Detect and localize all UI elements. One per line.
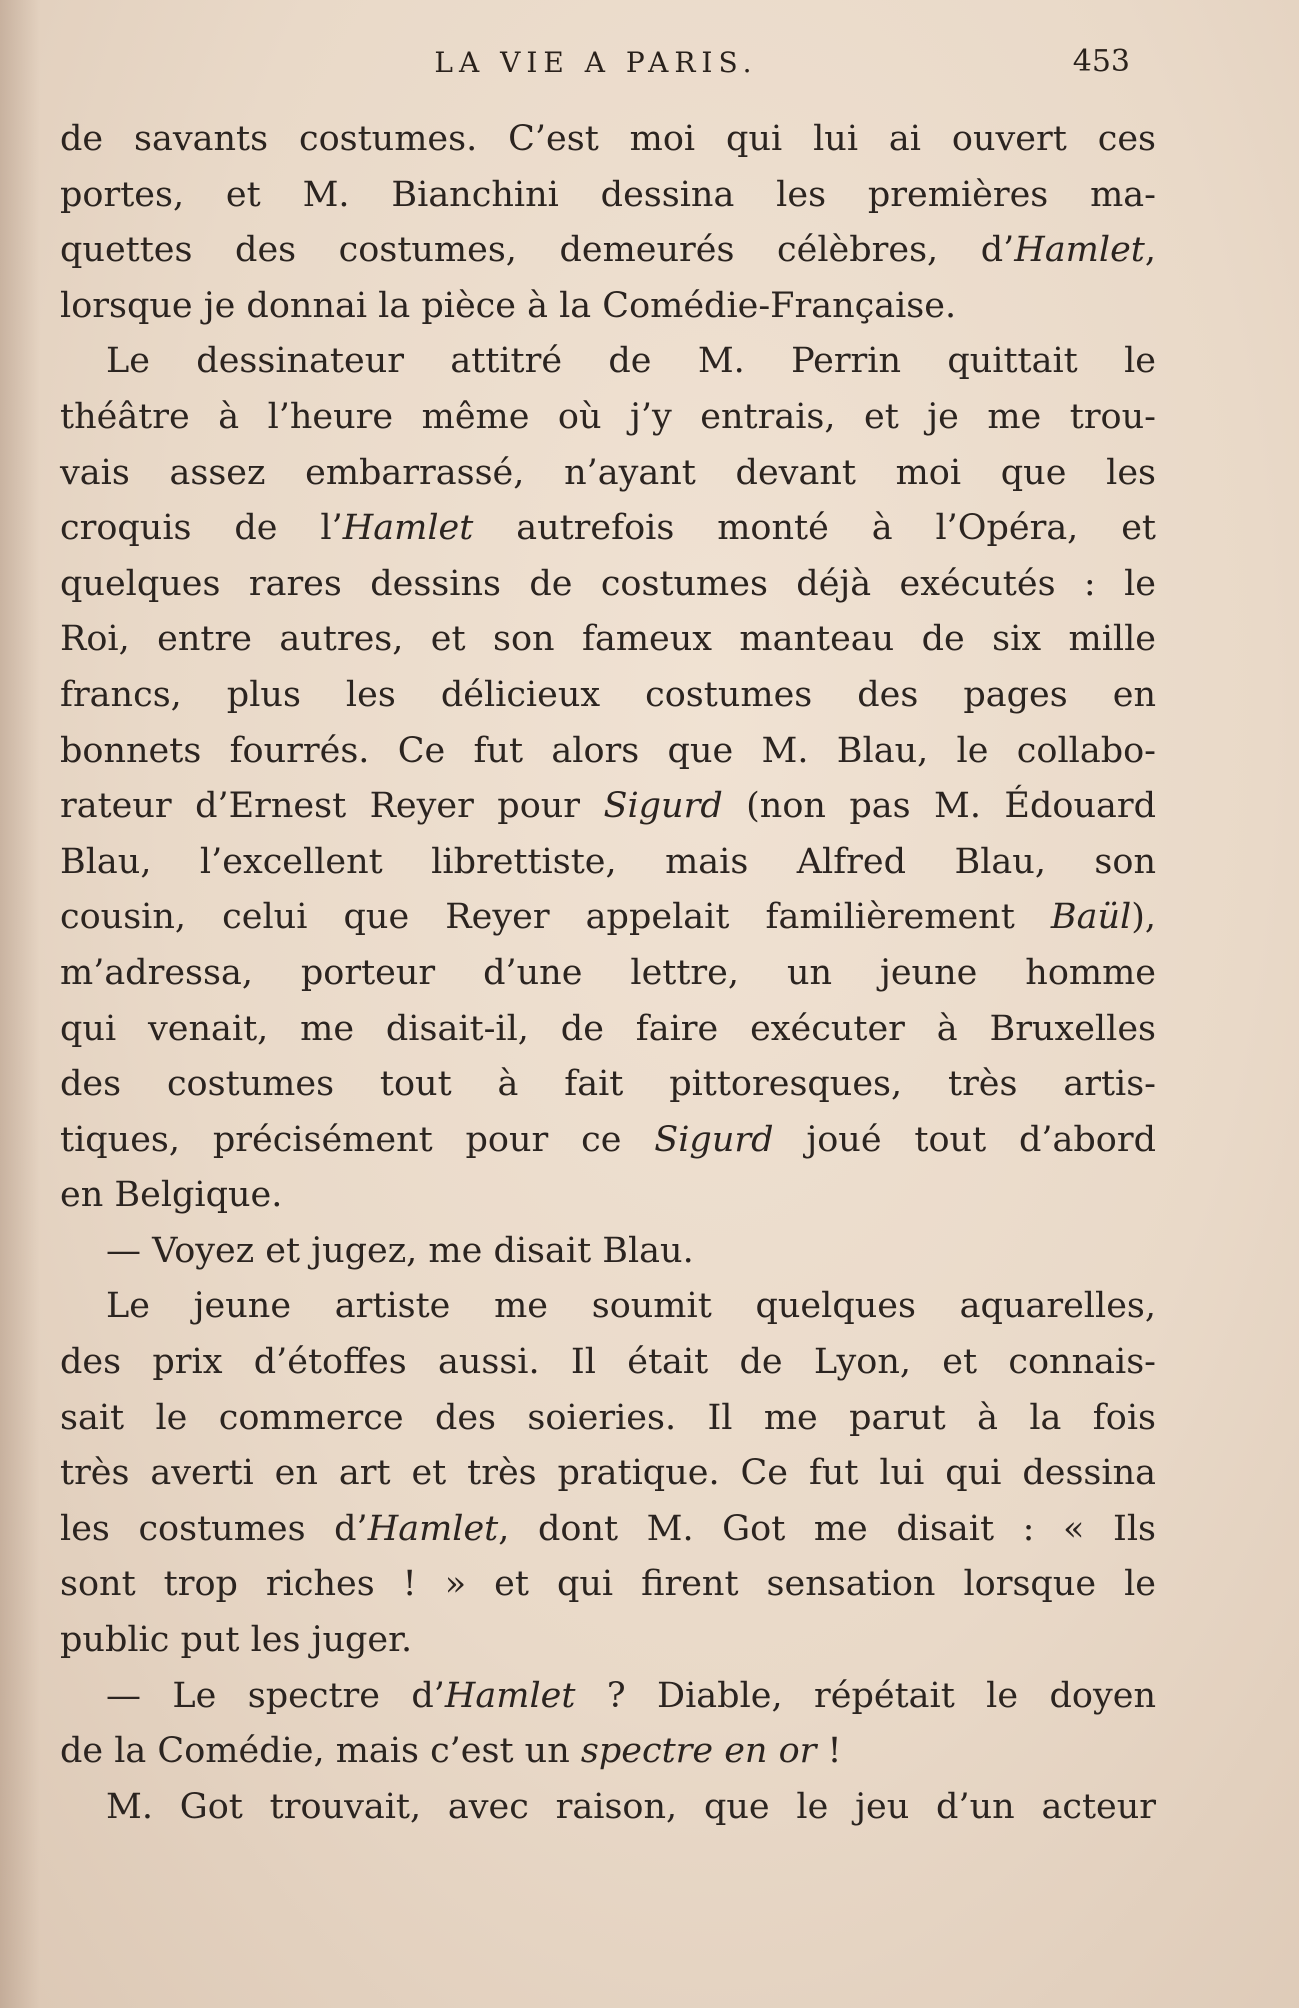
text-line xyxy=(60,112,1156,168)
text-line xyxy=(60,501,1156,557)
text-segment: joué tout d’abord xyxy=(773,1119,1156,1160)
text-segment: qui venait, me disait-il, de faire exécuter à Bruxelles xyxy=(60,1008,1156,1049)
text-segment: M. Got trouvait, avec raison, que le jeu d’un acteur xyxy=(106,1786,1156,1827)
running-head xyxy=(62,46,1130,86)
italic-text: Baül xyxy=(1050,897,1132,938)
text-line xyxy=(60,446,1156,502)
text-segment: Le jeune artiste me soumit quelques aquarelles, xyxy=(106,1286,1156,1327)
text-segment: les costumes d’ xyxy=(60,1508,368,1549)
text-segment: portes, et M. Bianchini dessina les premières ma- xyxy=(60,174,1156,215)
text-segment: Le dessinateur attitré de M. Perrin quittait le xyxy=(106,341,1156,382)
running-title: LA VIE A PARIS. xyxy=(434,46,758,79)
italic-text: Hamlet xyxy=(1014,230,1145,271)
italic-text: spectre en or xyxy=(580,1731,817,1772)
text-line xyxy=(60,890,1156,946)
gutter-shadow xyxy=(0,0,40,2008)
text-line xyxy=(60,390,1156,446)
text-line xyxy=(60,223,1156,279)
text-segment: ), xyxy=(1131,897,1156,938)
text-segment: ? Diable, répétait le doyen xyxy=(575,1675,1156,1716)
text-segment: de savants costumes. C’est moi qui lui ai ouvert ces xyxy=(60,119,1156,159)
text-line xyxy=(60,668,1156,724)
text-line xyxy=(60,724,1156,780)
text-line xyxy=(60,835,1156,891)
text-line xyxy=(60,1057,1156,1113)
text-line xyxy=(60,1502,1156,1558)
text-segment: sait le commerce des soieries. Il me parut à la fois xyxy=(60,1397,1156,1438)
text-segment: quelques rares dessins de costumes déjà exécutés : le xyxy=(60,563,1156,604)
text-segment: de la Comédie, mais c’est un xyxy=(60,1731,581,1772)
text-segment: Roi, entre autres, et son fameux manteau de six mille xyxy=(60,619,1156,660)
text-segment: — Le spectre d’ xyxy=(106,1675,445,1716)
text-segment: — Voyez et jugez, me disait Blau. xyxy=(106,1230,694,1271)
italic-text: Hamlet xyxy=(342,508,474,549)
text-segment: sont trop riches ! » et qui firent sensation lorsque le xyxy=(60,1564,1156,1605)
text-line xyxy=(60,1391,1156,1447)
text-line xyxy=(60,279,1156,335)
text-line xyxy=(60,334,1156,390)
italic-text: Sigurd xyxy=(654,1119,774,1160)
text-line xyxy=(60,1168,1156,1224)
italic-text: Hamlet xyxy=(367,1508,499,1549)
italic-text: Sigurd xyxy=(603,786,723,827)
text-segment: tiques, précisément pour ce xyxy=(60,1119,655,1160)
text-line xyxy=(60,1446,1156,1502)
text-segment: lorsque je donnai la pièce à la Comédie-Française. xyxy=(60,285,957,326)
text-line xyxy=(60,1780,1156,1836)
text-segment: des prix d’étoffes aussi. Il était de Lyon, et connais- xyxy=(60,1342,1156,1383)
text-line xyxy=(60,1224,1156,1280)
text-line xyxy=(60,168,1156,224)
text-line xyxy=(60,1335,1156,1391)
text-segment: , xyxy=(1144,230,1156,271)
text-segment: ! xyxy=(816,1731,842,1772)
text-line xyxy=(60,557,1156,613)
text-line xyxy=(60,1113,1156,1169)
text-line xyxy=(60,1002,1156,1058)
text-segment: en Belgique. xyxy=(60,1175,283,1216)
text-segment: public put les juger. xyxy=(60,1620,413,1661)
text-line xyxy=(60,1669,1156,1725)
text-line xyxy=(60,612,1156,668)
text-segment: autrefois monté à l’Opéra, et xyxy=(473,508,1156,549)
text-segment: (non pas M. Édouard xyxy=(722,786,1156,827)
text-segment: théâtre à l’heure même où j’y entrais, et je me trou- xyxy=(60,396,1156,437)
page-number: 453 xyxy=(1072,44,1130,79)
text-line xyxy=(60,1557,1156,1613)
text-segment: des costumes tout à fait pittoresques, très artis- xyxy=(60,1064,1156,1105)
text-segment: francs, plus les délicieux costumes des pages en xyxy=(60,674,1156,715)
text-line xyxy=(60,1724,1156,1780)
text-segment: bonnets fourrés. Ce fut alors que M. Blau, le collabo- xyxy=(60,730,1156,771)
text-line xyxy=(60,1279,1156,1335)
text-segment: rateur d’Ernest Reyer pour xyxy=(60,786,604,827)
text-line xyxy=(60,946,1156,1002)
text-segment: m’adressa, porteur d’une lettre, un jeune homme xyxy=(60,952,1156,993)
italic-text: Hamlet xyxy=(444,1675,576,1716)
text-line xyxy=(60,779,1156,835)
text-segment: très averti en art et très pratique. Ce fut lui qui dessina xyxy=(60,1453,1156,1494)
text-line xyxy=(60,1613,1156,1669)
text-segment: quettes des costumes, demeurés célèbres, d’ xyxy=(60,230,1015,271)
text-segment: cousin, celui que Reyer appelait familièrement xyxy=(60,897,1051,938)
text-segment: vais assez embarrassé, n’ayant devant moi que les xyxy=(60,452,1156,493)
text-segment: croquis de l’ xyxy=(60,508,343,549)
body-text xyxy=(60,112,1156,1835)
text-segment: Blau, l’excellent librettiste, mais Alfred Blau, son xyxy=(60,841,1156,882)
text-segment: , dont M. Got me disait : « Ils xyxy=(498,1508,1156,1549)
